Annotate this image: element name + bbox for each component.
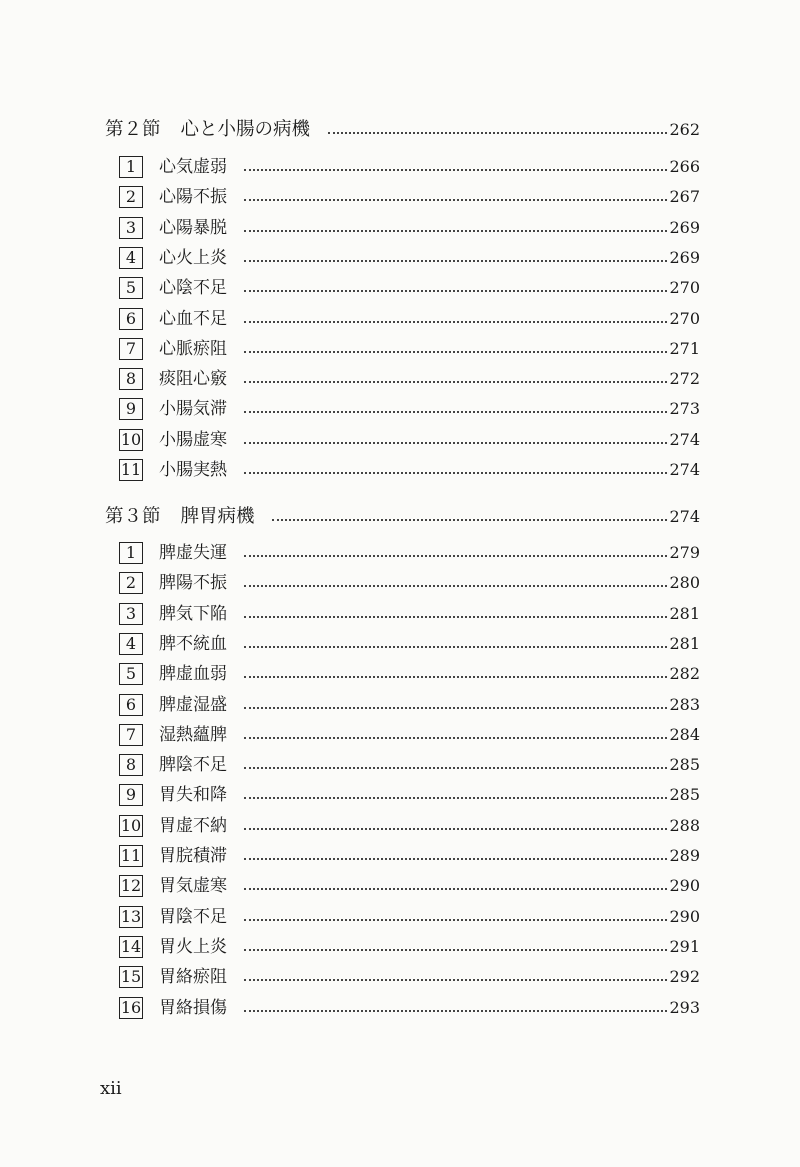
section-title: 脾胃病機 [180, 506, 255, 527]
entry-number-box: 9 [119, 784, 143, 806]
entry-title: 胃気虚寒 [159, 876, 227, 896]
entry-number-box: 5 [119, 277, 143, 299]
toc-entry[interactable] [0, 243, 800, 273]
entry-page-number: 283 [669, 695, 700, 714]
entry-page-number: 273 [669, 399, 700, 418]
toc-entry[interactable] [0, 599, 800, 629]
entry-number-box: 6 [119, 694, 143, 716]
entry-number-box: 13 [120, 907, 142, 926]
dot-leader [244, 442, 667, 444]
entry-number-box: 10 [120, 430, 142, 449]
entry-title: 心脈瘀阻 [159, 339, 227, 359]
toc-entry[interactable] [0, 932, 800, 962]
entry-title: 胃虚不納 [159, 816, 227, 836]
entry-title: 痰阻心竅 [159, 369, 227, 389]
entry-number-box: 5 [119, 663, 143, 685]
dot-leader [244, 290, 667, 292]
entry-number-box: 7 [119, 338, 143, 360]
entry-number-box: 9 [119, 398, 143, 420]
entry-title: 胃火上炎 [159, 937, 227, 957]
dot-leader [244, 707, 667, 709]
entry-page-number: 291 [669, 937, 700, 956]
entry-page-number: 267 [669, 187, 700, 206]
dot-leader [244, 828, 667, 830]
entry-page-number: 271 [669, 339, 700, 358]
entry-page-number: 288 [669, 816, 700, 835]
dot-leader [244, 230, 667, 232]
toc-entry[interactable] [0, 750, 800, 780]
entry-page-number: 281 [669, 604, 700, 623]
toc-entry[interactable] [0, 538, 800, 568]
entry-page-number: 269 [669, 218, 700, 237]
entry-number-box: 8 [119, 368, 143, 390]
entry-title: 小腸実熱 [159, 460, 227, 480]
toc-entry[interactable] [0, 213, 800, 243]
toc-entry[interactable] [0, 455, 800, 485]
entry-page-number: 269 [669, 248, 700, 267]
section-page-number: 274 [669, 507, 700, 526]
entry-page-number: 274 [669, 430, 700, 449]
dot-leader [244, 555, 667, 557]
dot-leader [244, 321, 667, 323]
entry-number-box: 1 [119, 542, 143, 564]
dot-leader [244, 919, 667, 921]
toc-entry[interactable] [0, 182, 800, 212]
entry-number-box: 12 [120, 876, 142, 895]
entry-page-number: 285 [669, 755, 700, 774]
dot-leader [328, 132, 667, 134]
entry-page-number: 284 [669, 725, 700, 744]
dot-leader [244, 1010, 667, 1012]
toc-entry[interactable] [0, 152, 800, 182]
entry-number-box: 11 [120, 846, 142, 865]
entry-page-number: 270 [669, 309, 700, 328]
toc-section-heading[interactable] [0, 502, 800, 532]
toc-entry[interactable] [0, 568, 800, 598]
entry-title: 心血不足 [159, 309, 227, 329]
toc-entry[interactable] [0, 273, 800, 303]
toc-entry[interactable] [0, 720, 800, 750]
entry-page-number: 289 [669, 846, 700, 865]
entry-page-number: 285 [669, 785, 700, 804]
entry-number-box: 2 [119, 186, 143, 208]
entry-page-number: 272 [669, 369, 700, 388]
entry-title: 心気虚弱 [159, 157, 227, 177]
section-label: 第３節 [105, 506, 161, 527]
entry-page-number: 281 [669, 634, 700, 653]
dot-leader [244, 381, 667, 383]
folio-page-number: xii [100, 1078, 122, 1099]
toc-entry[interactable] [0, 304, 800, 334]
entry-number-box: 3 [119, 217, 143, 239]
toc-entry[interactable] [0, 334, 800, 364]
entry-title: 脾気下陥 [159, 604, 227, 624]
entry-page-number: 280 [669, 573, 700, 592]
entry-page-number: 270 [669, 278, 700, 297]
entry-number-box: 2 [119, 572, 143, 594]
section-page-number: 262 [669, 120, 700, 139]
dot-leader [244, 949, 667, 951]
entry-title: 脾虚湿盛 [159, 695, 227, 715]
entry-number-box: 6 [119, 308, 143, 330]
entry-number-box: 14 [120, 937, 142, 956]
toc-entry[interactable] [0, 629, 800, 659]
toc-entry[interactable] [0, 993, 800, 1023]
entry-title: 心火上炎 [159, 248, 227, 268]
entry-number-box: 4 [119, 633, 143, 655]
dot-leader [244, 260, 667, 262]
entry-title: 胃脘積滞 [159, 846, 227, 866]
section-title: 心と小腸の病機 [180, 119, 311, 140]
toc-entry[interactable] [0, 962, 800, 992]
entry-number-box: 4 [119, 247, 143, 269]
dot-leader [244, 472, 667, 474]
entry-number-box: 10 [120, 816, 142, 835]
dot-leader [244, 411, 667, 413]
entry-page-number: 293 [669, 998, 700, 1017]
entry-page-number: 290 [669, 907, 700, 926]
toc-entry[interactable] [0, 811, 800, 841]
toc-entry[interactable] [0, 364, 800, 394]
entry-number-box: 11 [120, 460, 142, 479]
entry-page-number: 292 [669, 967, 700, 986]
toc-entry[interactable] [0, 690, 800, 720]
entry-title: 心陽暴脱 [159, 218, 227, 238]
entry-page-number: 266 [669, 157, 700, 176]
entry-number-box: 15 [120, 967, 142, 986]
entry-title: 胃失和降 [159, 785, 227, 805]
entry-page-number: 290 [669, 876, 700, 895]
dot-leader [244, 351, 667, 353]
section-title-group [105, 115, 310, 145]
entry-title: 脾虚血弱 [159, 664, 227, 684]
section-label: 第２節 [105, 119, 161, 140]
entry-page-number: 274 [669, 460, 700, 479]
dot-leader [244, 888, 667, 890]
dot-leader [244, 169, 667, 171]
toc-entry[interactable] [0, 780, 800, 810]
entry-title: 湿熱蘊脾 [159, 725, 227, 745]
entry-number-box: 16 [120, 998, 142, 1017]
dot-leader [244, 979, 667, 981]
entry-number-box: 8 [119, 754, 143, 776]
toc-entry[interactable] [0, 841, 800, 871]
entry-page-number: 282 [669, 664, 700, 683]
dot-leader [244, 737, 667, 739]
dot-leader [244, 616, 667, 618]
entry-number-box: 3 [119, 603, 143, 625]
entry-number-box: 7 [119, 724, 143, 746]
dot-leader [244, 585, 667, 587]
entry-title: 脾陰不足 [159, 755, 227, 775]
toc-entry[interactable] [0, 871, 800, 901]
entry-title: 心陰不足 [159, 278, 227, 298]
entry-title: 脾陽不振 [159, 573, 227, 593]
entry-title: 心陽不振 [159, 187, 227, 207]
entry-title: 胃絡瘀阻 [159, 967, 227, 987]
dot-leader [244, 858, 667, 860]
dot-leader [244, 646, 667, 648]
entry-number-box: 1 [119, 156, 143, 178]
dot-leader [244, 676, 667, 678]
dot-leader [244, 797, 667, 799]
dot-leader [244, 199, 667, 201]
entry-title: 小腸気滞 [159, 399, 227, 419]
section-title-group [105, 502, 255, 532]
entry-title: 胃陰不足 [159, 907, 227, 927]
entry-page-number: 279 [669, 543, 700, 562]
dot-leader [272, 519, 667, 521]
entry-title: 胃絡損傷 [159, 998, 227, 1018]
dot-leader [244, 767, 667, 769]
entry-title: 脾不統血 [159, 634, 227, 654]
toc-section-heading[interactable] [0, 115, 800, 145]
toc-entry[interactable] [0, 902, 800, 932]
toc-entry[interactable] [0, 659, 800, 689]
entry-title: 脾虚失運 [159, 543, 227, 563]
toc-entry[interactable] [0, 425, 800, 455]
entry-title: 小腸虚寒 [159, 430, 227, 450]
toc-entry[interactable] [0, 394, 800, 424]
